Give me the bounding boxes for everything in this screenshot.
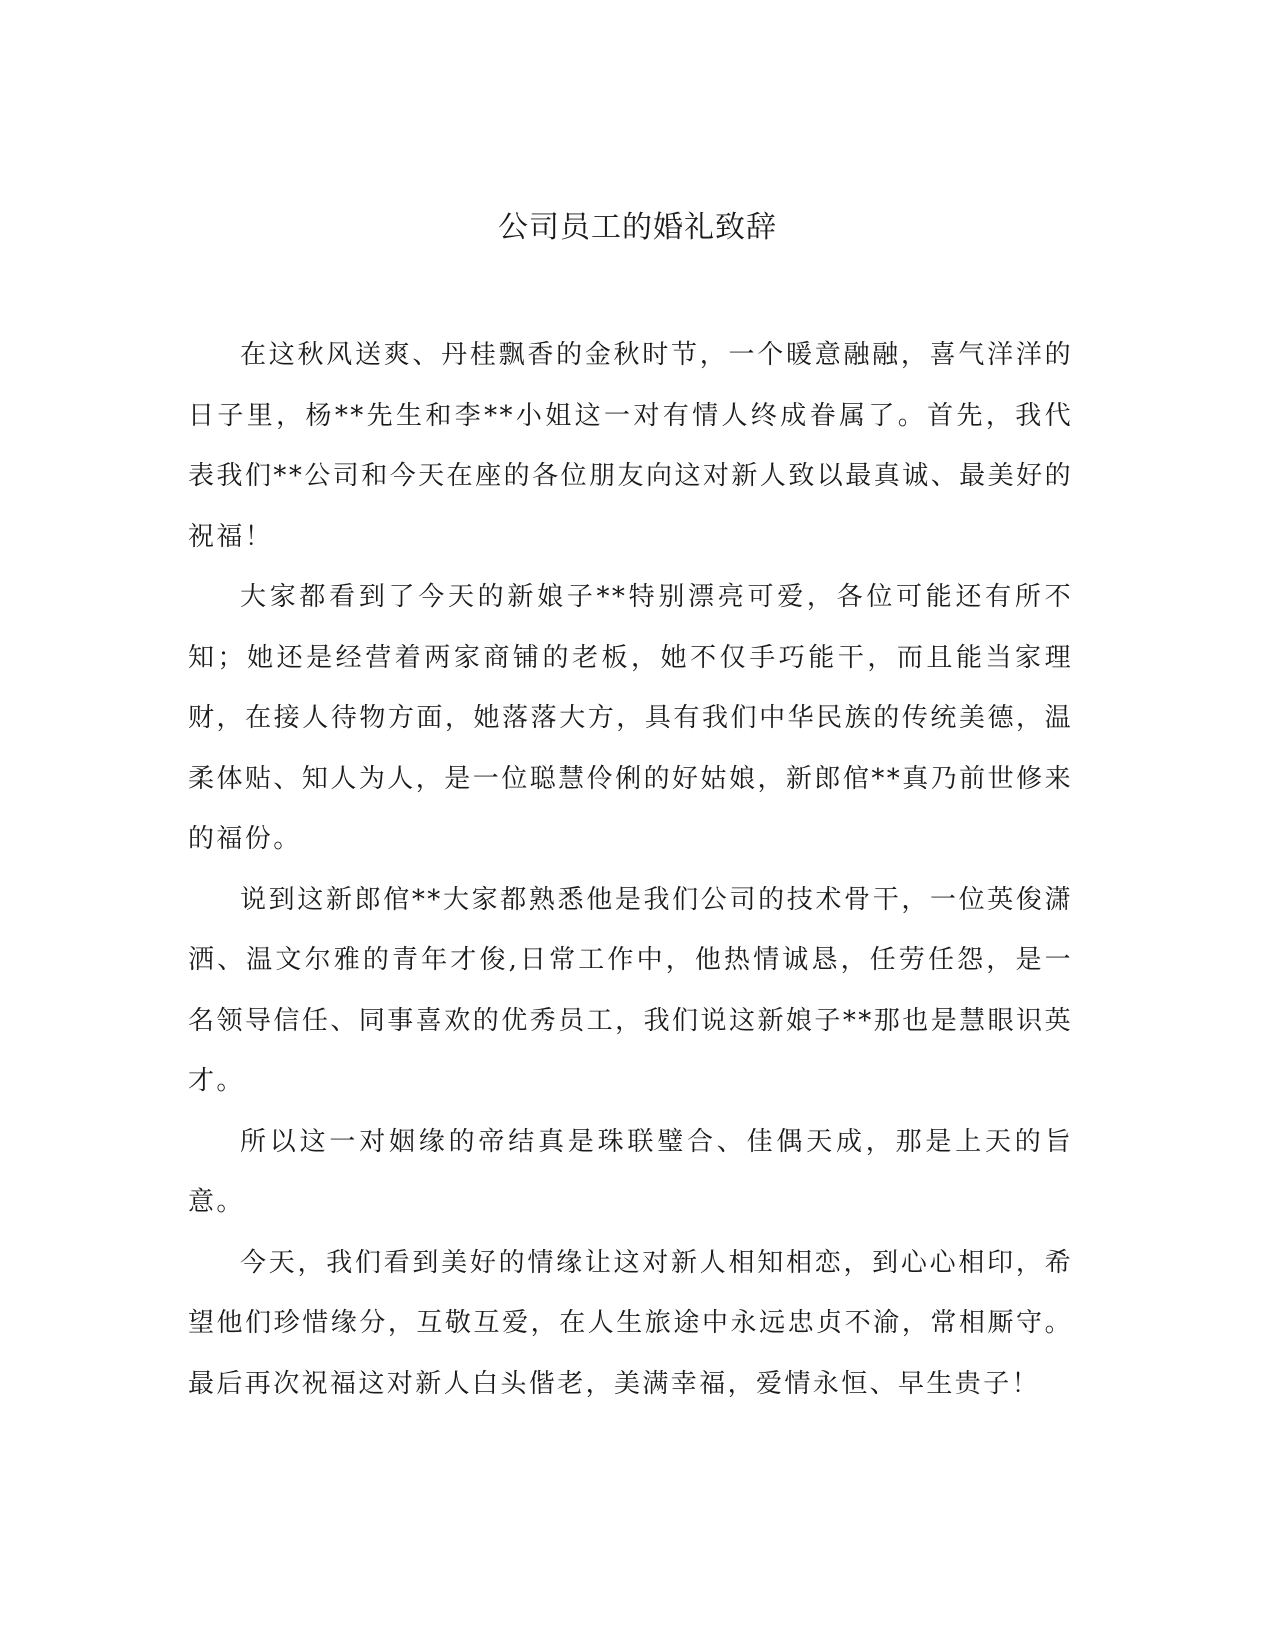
document-body bbox=[188, 325, 1073, 1414]
paragraph-5: 今天，我们看到美好的情缘让这对新人相知相恋，到心心相印，希望他们珍惜缘分，互敬互爱，在人生旅途中永远忠贞不渝，常相厮守。最后再次祝福这对新人白头偕老，美满幸福，爱情永恒、早生贵子！ bbox=[188, 1247, 1073, 1399]
paragraph-1: 在这秋风送爽、丹桂飘香的金秋时节，一个暖意融融，喜气洋洋的日子里，杨**先生和李**小姐这一对有情人终成眷属了。首先，我代表我们**公司和今天在座的各位朋友向这对新人致以最真诚、最美好的祝福！ bbox=[188, 340, 1073, 552]
document-title: 公司员工的婚礼致辞 bbox=[498, 210, 777, 245]
paragraph-2: 大家都看到了今天的新娘子**特别漂亮可爱，各位可能还有所不知；她还是经营着两家商铺的老板，她不仅手巧能干，而且能当家理财，在接人待物方面，她落落大方，具有我们中华民族的传统美德，温柔体贴、知人为人，是一位聪慧伶俐的好姑娘，新郎倌**真乃前世修来的福份。 bbox=[188, 582, 1073, 854]
paragraph-4: 所以这一对姻缘的帝结真是珠联璧合、佳偶天成，那是上天的旨意。 bbox=[188, 1126, 1073, 1217]
paragraph-3: 说到这新郎倌**大家都熟悉他是我们公司的技术骨干，一位英俊潇洒、温文尔雅的青年才俊,日常工作中，他热情诚恳，任劳任怨，是一名领导信任、同事喜欢的优秀员工，我们说这新娘子**那也是慧眼识英才。 bbox=[188, 884, 1073, 1096]
